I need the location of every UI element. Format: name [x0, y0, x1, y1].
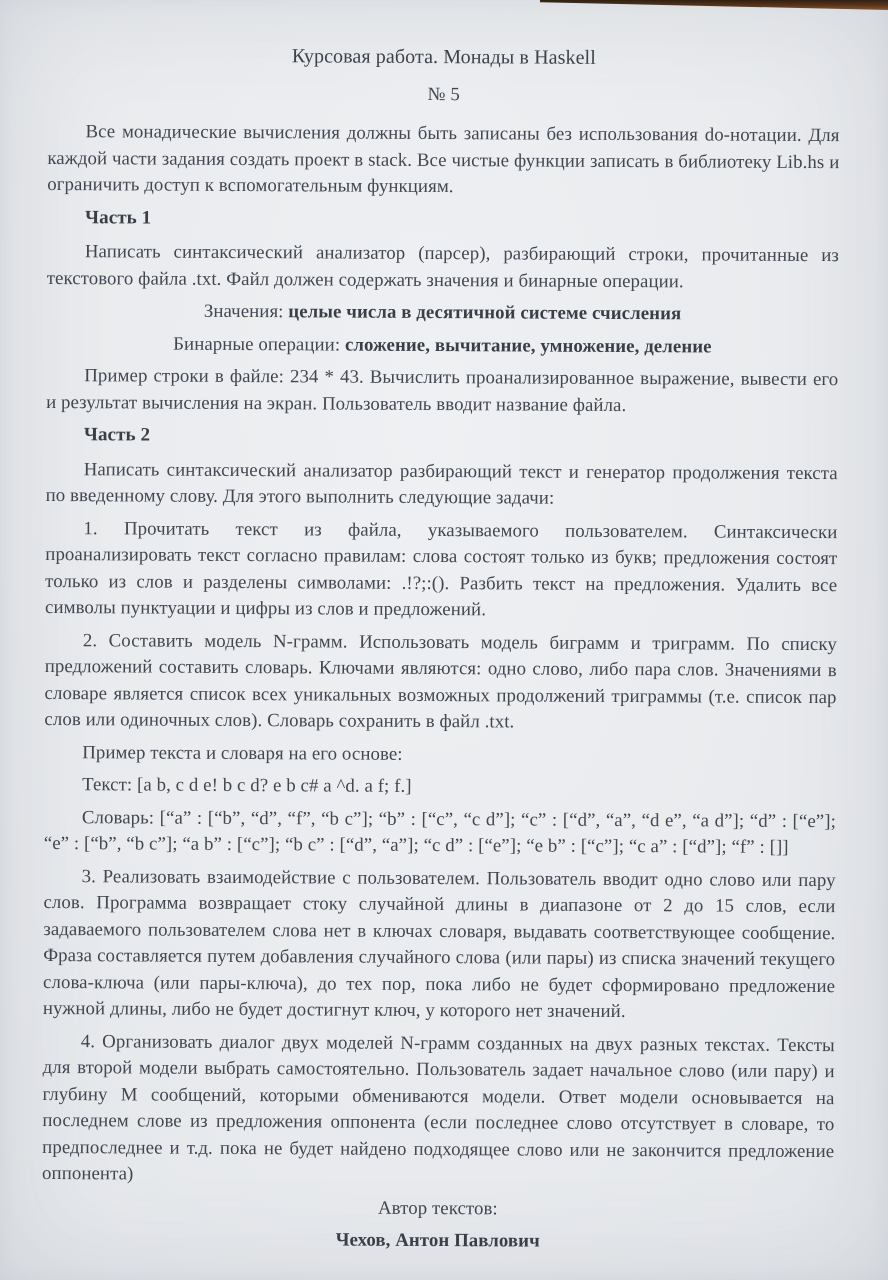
example-intro-line: Пример текста и словаря на его основе:: [82, 741, 403, 765]
values-text: целые числа в десятичной системе счисления: [288, 301, 682, 325]
author-label: Автор текстов:: [377, 1197, 498, 1219]
values-label: Значения:: [203, 300, 289, 323]
operations-line: [46, 330, 838, 361]
part2-heading: Часть 2: [83, 424, 151, 446]
intro-paragraph: Все монадические вычисления должны быть записаны без использования do-нотации. Для каждой части задания создать проект в stack. Все чистые функции записать в библиотеку Lib.hs и ограничить доступ к вспомогательным функциям.: [47, 121, 840, 198]
part2-step4-paragraph: 4. Организовать диалог двух моделей N-грамм созданных на двух разных текстах. Тексты для второй модели выбрать самостоятельно. Пользователь задает начальное слово (или пару) и глубину М сообщений, которыми обмениваются модели. Ответ модели основывается на последнем слове из предложения оппонента (если последнее слово отсутствует в словаре, то предпоследнее и т.д. пока не будет найдено подходящее слово или не закончится предложение оппонента): [42, 1030, 835, 1185]
example-text-line: Текст: [a b, c d e! b c d? e b c# a ^d. a f; f.]: [82, 774, 412, 797]
table-surface-edge: [540, 0, 888, 10]
operations-label: Бинарные операции:: [173, 333, 346, 356]
author-name: Чехов, Антон Павлович: [335, 1229, 540, 1252]
part2-step3-paragraph: 3. Реализовать взаимодействие с пользователем. Пользователь вводит одно слово или пару слов. Программа возвращает стоку случайной длины в диапазоне от 2 до 15 слов, если задаваемого пользователем слова нет в ключах словаря, выдавать соответствующее сообщение. Фраза составляется путем добавления случайного слова (или пары) из списка значений текущего слова-ключа (или пары-ключа), до тех пор, пока либо не будет сформировано предложение нужной длины, либо не будет достигнут ключ, у которого нет значений.: [42, 865, 836, 1023]
part1-example-paragraph: Пример строки в файле: 234 * 43. Вычислить проанализированное выражение, вывести его и результат вычисления на экран. Пользователь вводит название файла.: [46, 365, 839, 416]
variant-number: № 5: [427, 83, 460, 105]
part2-step1-paragraph: 1. Прочитать текст из файла, указываемого пользователем. Синтаксически проанализировать текст согласно правилам: слова состоят только из букв; предложения состоят только из слов и разделены символами: .!?;:(). Разбить текст на предложения. Удалить все символы пунктуации и цифры из слов и предложений.: [44, 517, 838, 621]
document-title: Курсовая работа. Монады в Haskell: [291, 45, 596, 69]
part1-task-paragraph: Написать синтаксический анализатор (парсер), разбирающий строки, прочитанные из текстового файла .txt. Файл должен содержать значения и бинарные операции.: [46, 241, 839, 292]
part2-task-paragraph: Написать синтаксический анализатор разбирающий текст и генератор продолжения текста по введенному слову. Для этого выполнить следующие задачи:: [45, 458, 838, 509]
part2-step2-paragraph: 2. Составить модель N-грамм. Использовать модель биграмм и триграмм. По списку предложений составить словарь. Ключами являются: одно слово, либо пара слов. Значениями в словаре является список всех уникальных возможных продолжений триграммы (т.е. список пар слов или одиночных слов). Словарь сохранить в файл .txt.: [44, 629, 837, 733]
document-page: [42, 42, 840, 1263]
example-dictionary-paragraph: Словарь: [“a” : [“b”, “d”, “f”, “b c”]; “b” : [“c”, “c d”]; “c” : [“d”, “a”, “d e”, “a d”]; “d” : [“e”]; “e” : [“b”, “b c”]; “a b” : [“c”]; “b c” : [“d”, “a”]; “c d” : [“e”]; “e b” : [“c”]; “c a” : [“d”]; “f” : []]: [43, 806, 836, 858]
part1-heading: Часть 1: [85, 206, 152, 229]
values-line: [47, 298, 839, 329]
operations-text: сложение, вычитание, умножение, деление: [344, 334, 712, 357]
